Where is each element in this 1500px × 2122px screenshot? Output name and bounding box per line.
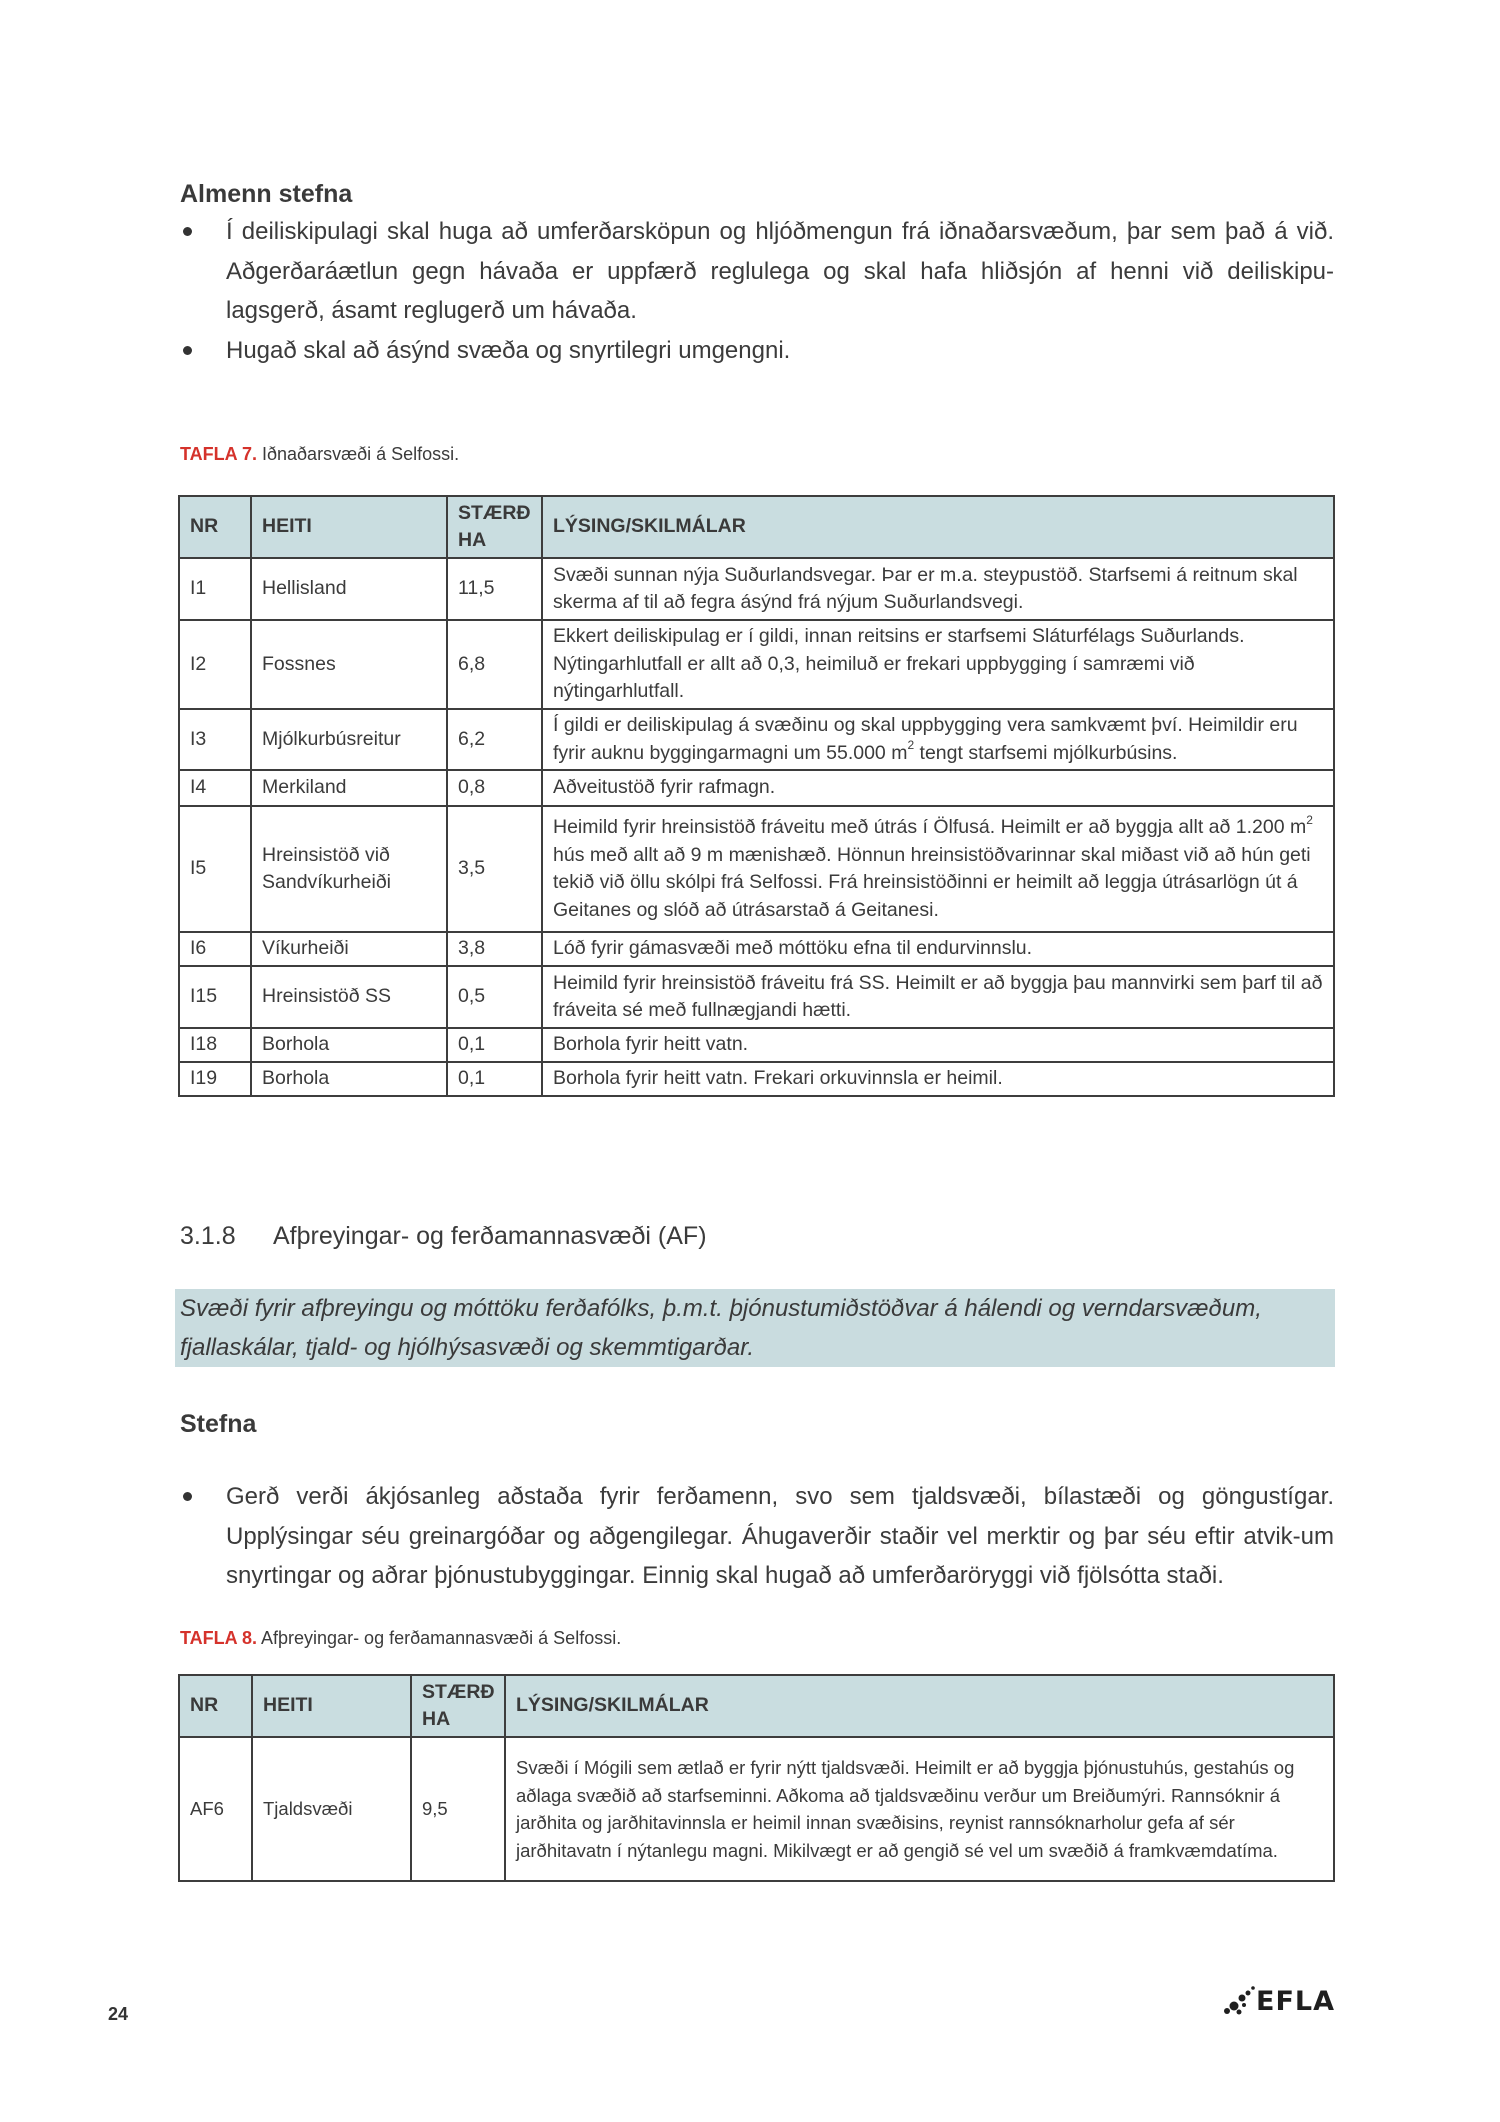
section-heading-almenn-stefna: Almenn stefna [180, 180, 353, 208]
cell-staerd: 3,8 [447, 932, 542, 966]
cell-lysing: Heimild fyrir hreinsistöð fráveitu með útrás í Ölfusá. Heimilt er að byggja allt að 1.200 $m^2$ hús með allt að 9 m mænishæð. Hönnun hreinsistöðvarinnar skal miðast við að hún geti tekið við öllu skólpi frá Selfossi. Frá hreinsistöðinni er heimilt að leggja útrásarlögn út á Geitanes og slóð að útrásarstað á Geitanesi. [542, 806, 1334, 932]
cell-staerd: 0,8 [447, 770, 542, 806]
table-caption-label: TAFLA 8. [180, 1628, 257, 1648]
bullet-text: Í deiliskipulagi skal huga að umferðarsköpun og hljóðmengun frá iðnaðarsvæðum, þar sem það á við. Aðgerðaráætlun gegn hávaða er uppfærð reglulega og skal hafa hliðsjón af henni við deiliskipu-lagsgerð, ásamt reglugerð um hávaða. [226, 218, 1334, 324]
cell-lysing: Í gildi er deiliskipulag á svæðinu og skal uppbygging vera samkvæmt því. Heimildir eru fyrir auknu byggingarmagni um 55.000 $m^2$ tengt starfsemi mjólkurbúsins. [542, 709, 1334, 770]
cell-staerd: 6,2 [447, 709, 542, 770]
table7-industrial-zones [178, 495, 1335, 1097]
table-row [179, 1028, 1334, 1062]
col-header-lysing: LÝSING/SKILMÁLAR [542, 496, 1334, 558]
cell-nr: I15 [179, 966, 251, 1028]
table-caption-text: Afþreyingar- og ferðamannasvæði á Selfossi. [261, 1628, 622, 1648]
table-row [179, 709, 1334, 770]
cell-heiti: Mjólkurbúsreitur [251, 709, 447, 770]
definition-line: fjallaskálar, tjald- og hjólhýsasvæði og skemmtigarðar. [180, 1334, 755, 1361]
col-header-staerd: STÆRÐ HA [447, 496, 542, 558]
table-row [179, 620, 1334, 709]
cell-heiti: Borhola [251, 1062, 447, 1096]
cell-lysing: Svæði í Mógili sem ætlað er fyrir nýtt tjaldsvæði. Heimilt er að byggja þjónustuhús, gestahús og aðlaga svæðið að starfseminni. Aðkoma að tjaldsvæðinu verður um Breiðumýri. Rannsóknir á jarðhita og jarðhitavinnsla er heimil innan svæðisins, reynist rannsóknarholur gefa af sér jarðhitavatn í nýtanlegu magni. Mikilvægt er að gengið sé vel um svæðið á framkvæmdatíma. [505, 1737, 1334, 1881]
cell-nr: I18 [179, 1028, 251, 1062]
table-header-row [179, 1675, 1334, 1737]
table-caption-text: Iðnaðarsvæði á Selfossi. [262, 444, 460, 464]
cell-heiti: Hellisland [251, 558, 447, 620]
cell-staerd: 0,1 [447, 1062, 542, 1096]
cell-nr: I5 [179, 806, 251, 932]
cell-nr: I4 [179, 770, 251, 806]
cell-nr: I19 [179, 1062, 251, 1096]
policy-bullet-list [180, 212, 1334, 370]
bullet-item [180, 1477, 1334, 1596]
cell-nr: I6 [179, 932, 251, 966]
bullet-text: Gerð verði ákjósanleg aðstaða fyrir ferðamenn, svo sem tjaldsvæði, bílastæði og göngustígar. Upplýsingar séu greinargóðar og aðgengilegar. Áhugaverðir staðir vel merktir og þar séu eftir atvik-um snyrtingar og aðrar þjónustubyggingar. Einnig skal hugað að umferðaröryggi við fjölsótta staði. [226, 1483, 1334, 1589]
col-header-lysing: LÝSING/SKILMÁLAR [505, 1675, 1334, 1737]
bullet-text: Hugað skal að ásýnd svæða og snyrtilegri umgengni. [226, 336, 791, 364]
cell-lysing: Borhola fyrir heitt vatn. Frekari orkuvinnsla er heimil. [542, 1062, 1334, 1096]
cell-heiti: Víkurheiði [251, 932, 447, 966]
cell-heiti: Fossnes [251, 620, 447, 709]
cell-lysing: Lóð fyrir gámasvæði með móttöku efna til endurvinnslu. [542, 932, 1334, 966]
cell-staerd: 6,8 [447, 620, 542, 709]
cell-nr: AF6 [179, 1737, 252, 1881]
efla-logo [1222, 1984, 1335, 2018]
dots-cluster-icon [1222, 1984, 1256, 2018]
table-header-row [179, 496, 1334, 558]
table-row [179, 770, 1334, 806]
cell-heiti: Hreinsistöð við Sandvíkurheiði [251, 806, 447, 932]
bullet-icon [183, 346, 192, 355]
cell-lysing: Borhola fyrir heitt vatn. [542, 1028, 1334, 1062]
col-header-heiti: HEITI [251, 496, 447, 558]
cell-lysing: Svæði sunnan nýja Suðurlandsvegar. Þar er m.a. steypustöð. Starfsemi á reitnum skal skerma af til að fegra ásýnd frá nýjum Suðurlandsvegi. [542, 558, 1334, 620]
cell-heiti: Merkiland [251, 770, 447, 806]
cell-heiti: Borhola [251, 1028, 447, 1062]
col-header-staerd: STÆRÐ HA [411, 1675, 505, 1737]
cell-nr: I2 [179, 620, 251, 709]
bullet-item [180, 212, 1334, 331]
section-heading-stefna: Stefna [180, 1410, 257, 1438]
logo-text: EFLA [1256, 1985, 1335, 2017]
table7-caption [180, 444, 459, 465]
bullet-item [180, 331, 1334, 371]
section-title-3-1-8 [180, 1222, 707, 1251]
table8-caption [180, 1628, 621, 1649]
cell-lysing: Aðveitustöð fyrir rafmagn. [542, 770, 1334, 806]
cell-lysing: Heimild fyrir hreinsistöð fráveitu frá SS. Heimilt er að byggja þau mannvirki sem þarf til að fráveita sé með fullnægjandi hætti. [542, 966, 1334, 1028]
table-row [179, 558, 1334, 620]
bullet-icon [183, 227, 192, 236]
table-row [179, 1737, 1334, 1881]
table-row [179, 806, 1334, 932]
definition-box [175, 1289, 1335, 1367]
page-number: 24 [108, 2004, 129, 2024]
section-number: 3.1.8 [180, 1222, 236, 1250]
policy-bullet-list [180, 1477, 1334, 1596]
table-row [179, 932, 1334, 966]
cell-heiti: Tjaldsvæði [252, 1737, 411, 1881]
table-row [179, 1062, 1334, 1096]
section-title-text: Afþreyingar- og ferðamannasvæði (AF) [273, 1222, 707, 1250]
col-header-nr: NR [179, 496, 251, 558]
cell-staerd: 9,5 [411, 1737, 505, 1881]
cell-staerd: 0,5 [447, 966, 542, 1028]
cell-lysing: Ekkert deiliskipulag er í gildi, innan reitsins er starfsemi Sláturfélags Suðurlands. Nýtingarhlutfall er allt að 0,3, heimiluð er frekari uppbygging í samræmi við nýtingarhlutfall. [542, 620, 1334, 709]
cell-nr: I3 [179, 709, 251, 770]
table-caption-label: TAFLA 7. [180, 444, 257, 464]
col-header-nr: NR [179, 1675, 252, 1737]
cell-staerd: 3,5 [447, 806, 542, 932]
table-row [179, 966, 1334, 1028]
col-header-heiti: HEITI [252, 1675, 411, 1737]
definition-line: Svæði fyrir afþreyingu og móttöku ferðafólks, þ.m.t. þjónustumiðstöðvar á hálendi og verndarsvæðum, [180, 1295, 1262, 1322]
bullet-icon [183, 1492, 192, 1501]
cell-nr: I1 [179, 558, 251, 620]
table8-recreation-zones [178, 1674, 1335, 1882]
cell-staerd: 11,5 [447, 558, 542, 620]
cell-staerd: 0,1 [447, 1028, 542, 1062]
cell-heiti: Hreinsistöð SS [251, 966, 447, 1028]
